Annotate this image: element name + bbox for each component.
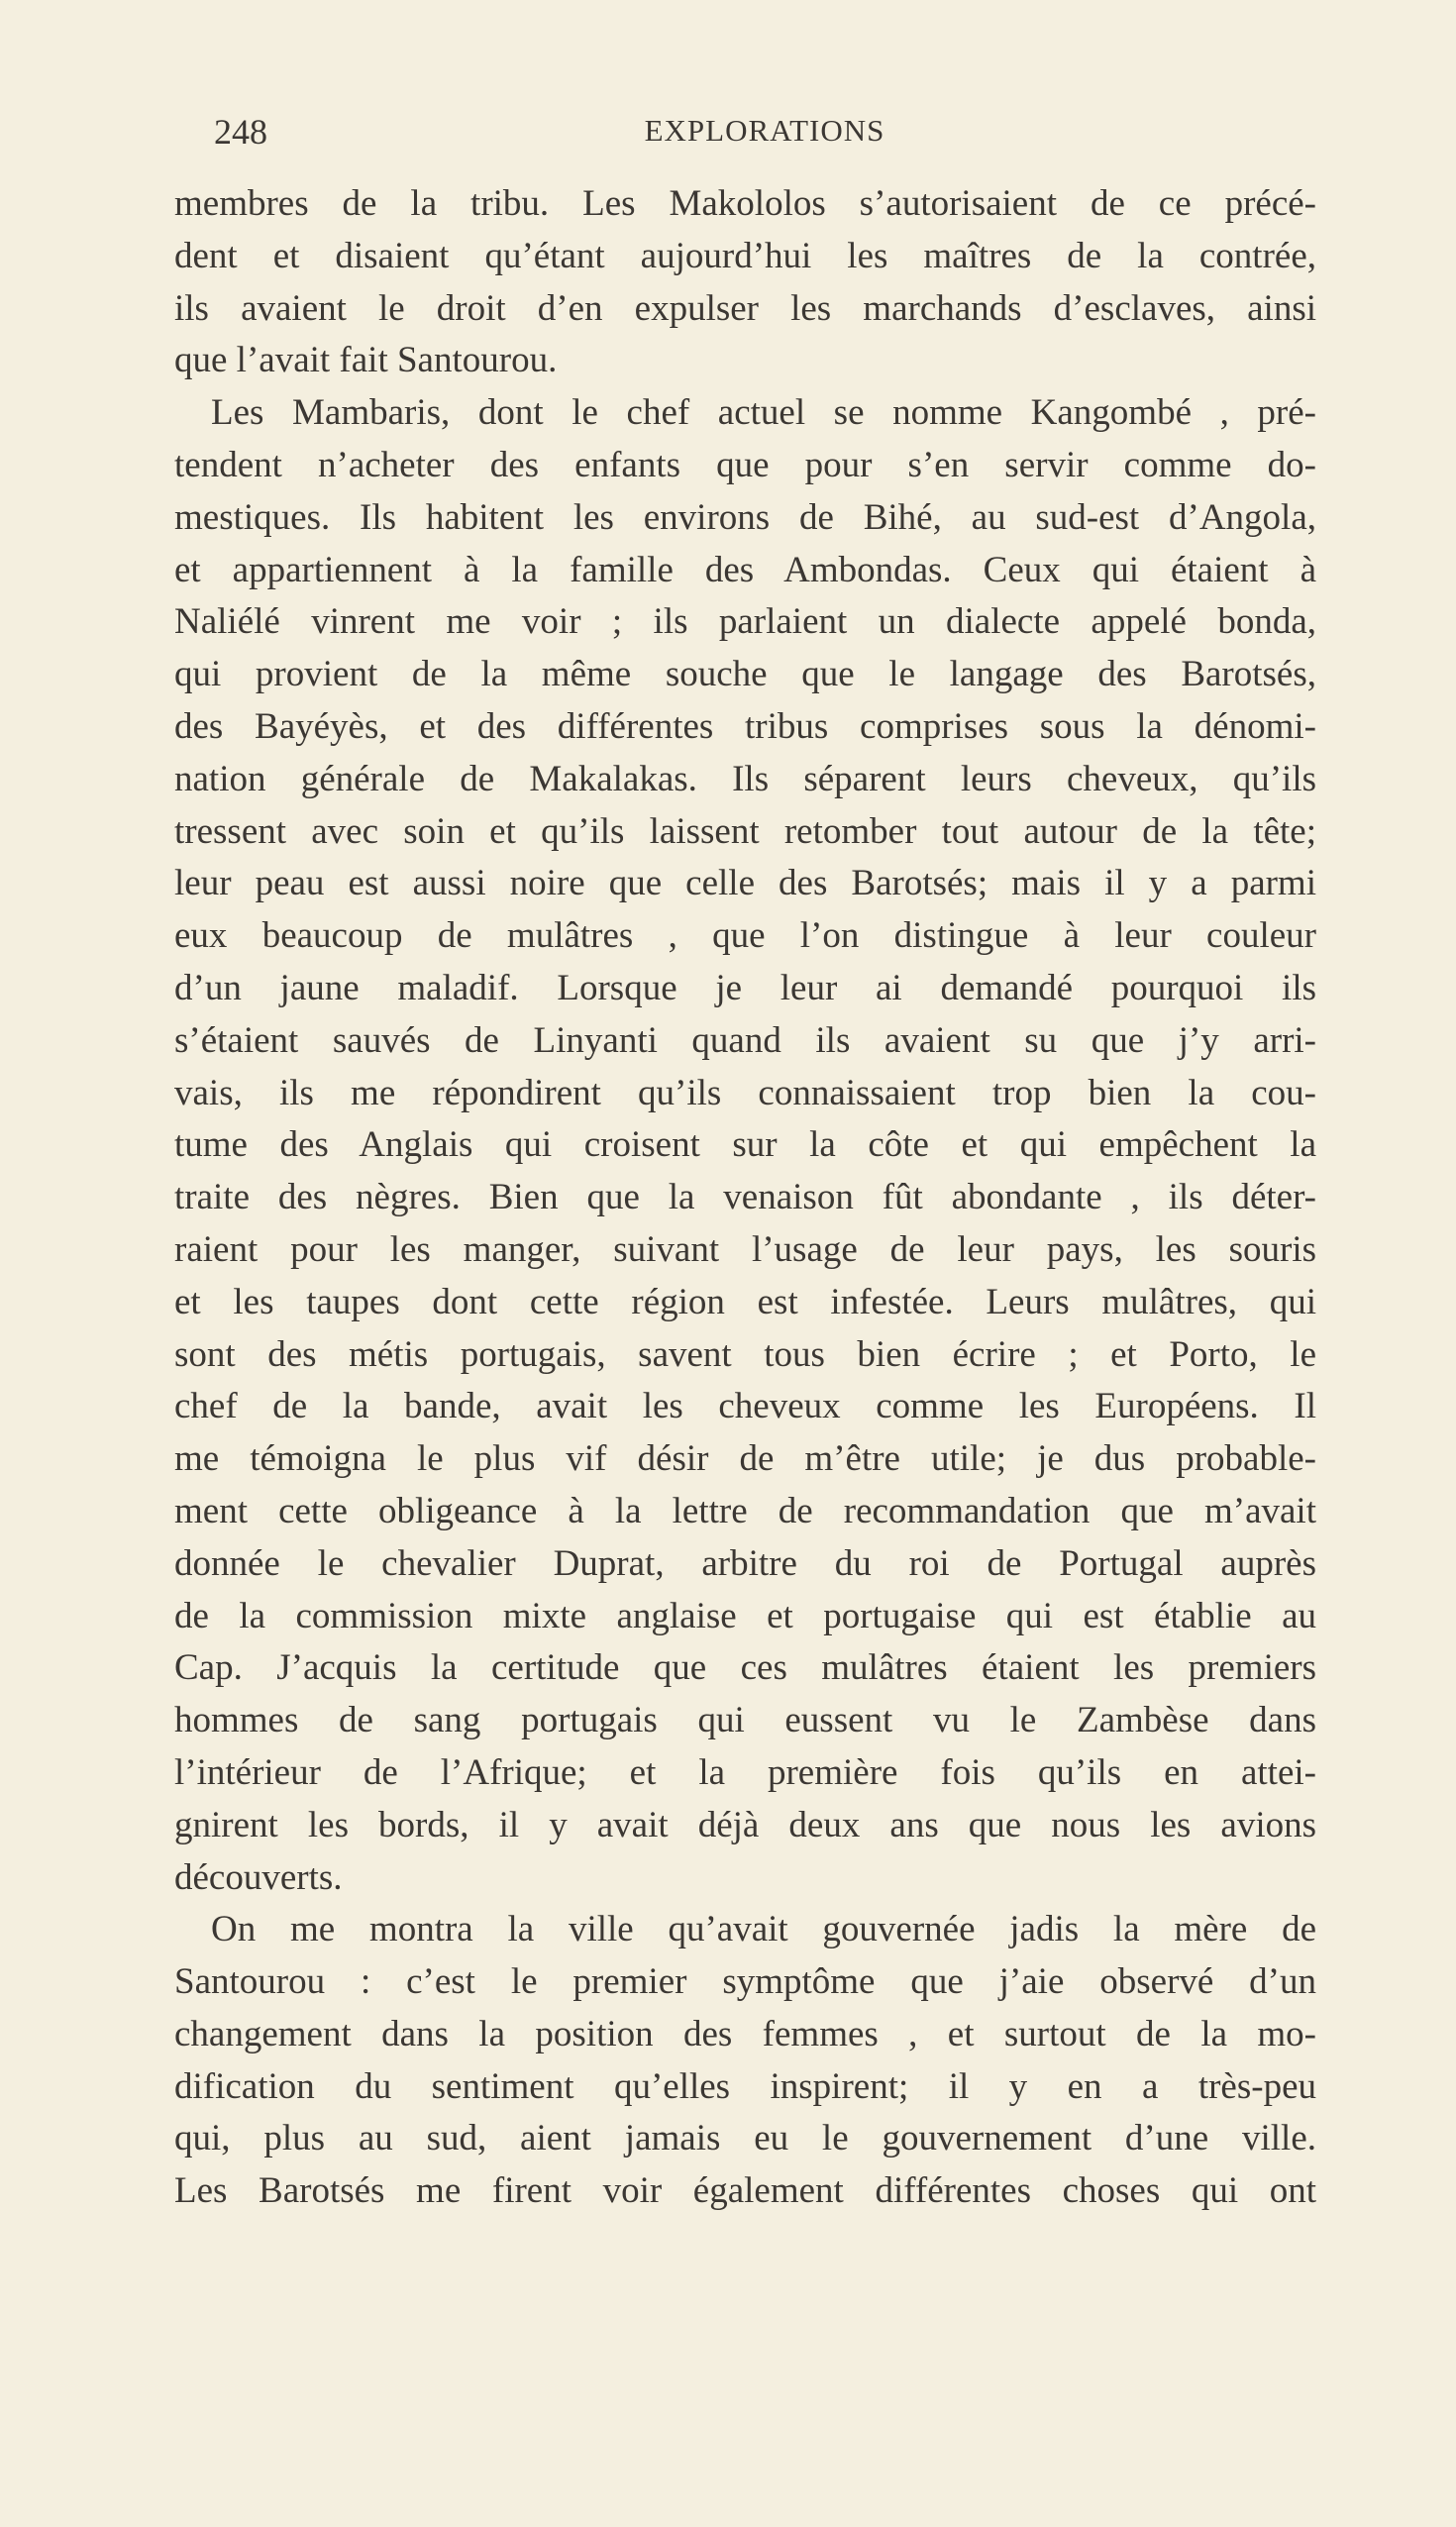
text-line: membres de la tribu. Les Makololos s’autorisaient de ce précé-	[174, 183, 1316, 224]
text-line: des Bayéyès, et des différentes tribus comprises sous la dénomi-	[174, 705, 1316, 747]
text-line: Les Barotsés me firent voir également différentes choses qui ont	[174, 2170, 1316, 2212]
text-line: hommes de sang portugais qui eussent vu le Zambèse dans	[174, 1700, 1316, 1741]
text-line: ils avaient le droit d’en expulser les marchands d’esclaves, ainsi	[174, 287, 1316, 329]
running-header	[214, 111, 1315, 160]
text-line: nation générale de Makalakas. Ils séparent leurs cheveux, qu’ils	[174, 758, 1316, 799]
text-line: et appartiennent à la famille des Ambondas. Ceux qui étaient à	[174, 549, 1316, 590]
text-line: vais, ils me répondirent qu’ils connaissaient trop bien la cou-	[174, 1072, 1316, 1113]
text-line: Cap. J’acquis la certitude que ces mulâtres étaient les premiers	[174, 1647, 1316, 1689]
page-body-text	[174, 178, 1316, 2218]
text-line: de la commission mixte anglaise et portugaise qui est établie au	[174, 1595, 1316, 1636]
text-line: On me montra la ville qu’avait gouvernée jadis la mère de	[211, 1909, 1316, 1950]
text-line: dification du sentiment qu’elles inspirent; il y en a très-peu	[174, 2065, 1316, 2107]
text-line: qui, plus au sud, aient jamais eu le gouvernement d’une ville.	[174, 2118, 1316, 2159]
text-line: me témoigna le plus vif désir de m’être utile; je dus probable-	[174, 1438, 1316, 1480]
text-line: Naliélé vinrent me voir ; ils parlaient un dialecte appelé bonda,	[174, 601, 1316, 643]
text-line: que l’avait fait Santourou.	[174, 340, 558, 381]
text-line: Santourou : c’est le premier symptôme que j’aie observé d’un	[174, 1961, 1316, 2003]
text-line: tressent avec soin et qu’ils laissent retomber tout autour de la tête;	[174, 810, 1316, 852]
text-line: raient pour les manger, suivant l’usage de leur pays, les souris	[174, 1228, 1316, 1270]
text-line: ment cette obligeance à la lettre de recommandation que m’avait	[174, 1490, 1316, 1531]
text-line: gnirent les bords, il y avait déjà deux ans que nous les avions	[174, 1804, 1316, 1845]
text-line: d’un jaune maladif. Lorsque je leur ai demandé pourquoi ils	[174, 967, 1316, 1008]
text-line: traite des nègres. Bien que la venaison fût abondante , ils déter-	[174, 1177, 1316, 1218]
text-line: changement dans la position des femmes , et surtout de la mo-	[174, 2013, 1316, 2054]
text-line: qui provient de la même souche que le langage des Barotsés,	[174, 654, 1316, 695]
page-number: 248	[214, 112, 267, 152]
text-line: l’intérieur de l’Afrique; et la première fois qu’ils en attei-	[174, 1751, 1316, 1793]
text-line: sont des métis portugais, savent tous bien écrire ; et Porto, le	[174, 1333, 1316, 1375]
text-line: Les Mambaris, dont le chef actuel se nomme Kangombé , pré-	[211, 392, 1316, 434]
text-line: mestiques. Ils habitent les environs de Bihé, au sud-est d’Angola,	[174, 496, 1316, 538]
text-line: s’étaient sauvés de Linyanti quand ils avaient su que j’y arri-	[174, 1019, 1316, 1061]
text-line: tendent n’acheter des enfants que pour s’en servir comme do-	[174, 444, 1316, 485]
running-title: EXPLORATIONS	[644, 113, 885, 148]
text-line: eux beaucoup de mulâtres , que l’on distingue à leur couleur	[174, 915, 1316, 957]
text-line: découverts.	[174, 1856, 343, 1898]
text-line: chef de la bande, avait les cheveux comme les Européens. Il	[174, 1386, 1316, 1427]
text-line: leur peau est aussi noire que celle des Barotsés; mais il y a parmi	[174, 863, 1316, 904]
text-line: tume des Anglais qui croisent sur la côte et qui empêchent la	[174, 1124, 1316, 1166]
text-line: dent et disaient qu’étant aujourd’hui les maîtres de la contrée,	[174, 235, 1316, 276]
text-line: donnée le chevalier Duprat, arbitre du roi de Portugal auprès	[174, 1542, 1316, 1584]
text-line: et les taupes dont cette région est infestée. Leurs mulâtres, qui	[174, 1281, 1316, 1322]
